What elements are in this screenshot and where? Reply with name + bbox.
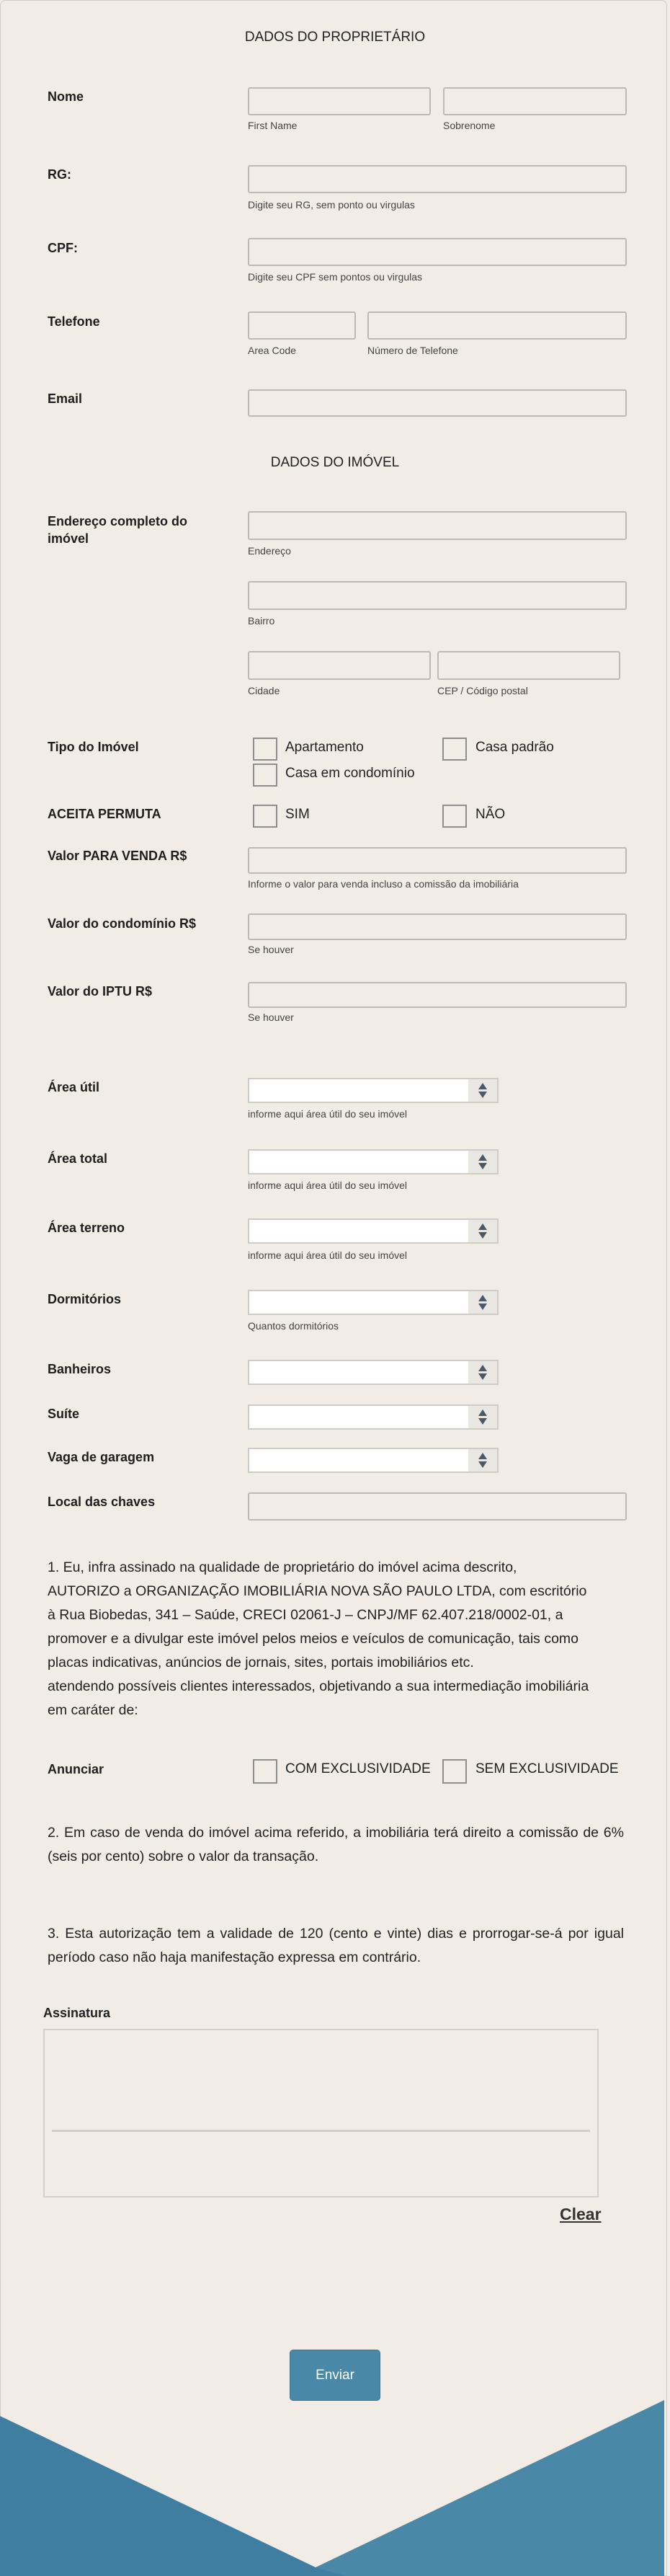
city-sublabel: Cidade [248, 685, 280, 696]
terms-paragraph-1 [48, 1556, 624, 1722]
terms-paragraph-3: 3. Esta autorização tem a validade de 120 (cento e vinte) dias e prorrogar-se-á por igual período caso não haja manifestação expressa em contrário. [48, 1926, 624, 1965]
arrow-up-icon[interactable] [478, 1295, 487, 1301]
phone-number-input[interactable] [367, 311, 627, 340]
terms-line: placas indicativas, anúncios de jornais, sites, portais imobiliários etc. [48, 1655, 474, 1670]
suite-label: Suíte [48, 1407, 80, 1421]
condo-value-label: Valor do condomínio R$ [48, 916, 197, 931]
phone-label: Telefone [48, 314, 100, 329]
arrow-up-icon[interactable] [478, 1154, 487, 1161]
option-apartamento: Apartamento [285, 740, 364, 755]
address-label: Endereço completo do imóvel [48, 514, 188, 546]
terms-line: atendendo possíveis clientes interessados, objetivando a sua intermediação imobiliária [48, 1678, 589, 1694]
email-input[interactable] [248, 389, 627, 417]
rg-input[interactable] [248, 165, 627, 193]
district-sublabel: Bairro [248, 615, 275, 627]
arrow-down-icon[interactable] [478, 1163, 487, 1169]
checkbox-apartamento[interactable] [253, 738, 277, 761]
email-label: Email [48, 391, 83, 406]
iptu-value-input[interactable] [248, 982, 627, 1008]
arrow-up-icon[interactable] [478, 1453, 487, 1459]
total-area-input[interactable] [248, 1149, 499, 1174]
advertise-label: Anunciar [48, 1762, 104, 1776]
cpf-hint: Digite seu CPF sem pontos ou virgulas [248, 271, 422, 283]
condo-value-input[interactable] [248, 913, 627, 940]
left-chevron-shape [0, 2416, 316, 2576]
bedrooms-input[interactable] [248, 1290, 499, 1315]
option-casa-condominio: Casa em condomínio [285, 766, 415, 781]
suite-input[interactable] [248, 1404, 499, 1430]
area-code-input[interactable] [248, 311, 356, 340]
option-sem-exclusividade: SEM EXCLUSIVIDADE [475, 1761, 619, 1776]
area-code-sublabel: Area Code [248, 345, 296, 356]
spinner-buttons[interactable] [468, 1406, 497, 1428]
checkbox-sem-exclusividade[interactable] [442, 1759, 467, 1784]
spinner-buttons[interactable] [468, 1079, 497, 1102]
bathrooms-label: Banheiros [48, 1362, 112, 1376]
arrow-down-icon[interactable] [478, 1304, 487, 1310]
land-area-input[interactable] [248, 1218, 499, 1244]
terms-paragraph-2: 2. Em caso de venda do imóvel acima referido, a imobiliária terá direito a comissão de 6% (seis por cento) sobre o valor da transação. [48, 1825, 624, 1864]
first-name-input[interactable] [248, 87, 431, 115]
property-type-label: Tipo do Imóvel [48, 740, 139, 754]
option-sim: SIM [285, 807, 310, 822]
terms-line: promover e a divulgar este imóvel pelos meios e veículos de comunicação, tais como [48, 1631, 579, 1647]
section-title-property: DADOS DO IMÓVEL [270, 455, 400, 470]
district-input[interactable] [248, 581, 627, 610]
arrow-down-icon[interactable] [478, 1373, 487, 1380]
option-nao: NÃO [475, 807, 506, 822]
clear-signature-link[interactable]: Clear [560, 2205, 602, 2223]
city-input[interactable] [248, 651, 431, 680]
checkbox-casa-padrao[interactable] [442, 738, 467, 761]
signature-pad[interactable] [43, 2029, 599, 2197]
signature-baseline [52, 2130, 590, 2132]
last-name-input[interactable] [443, 87, 627, 115]
right-chevron-shape [288, 2400, 664, 2576]
checkbox-casa-condominio[interactable] [253, 763, 277, 787]
signature-label: Assinatura [43, 2006, 111, 2020]
bedrooms-label: Dormitórios [48, 1292, 122, 1306]
phone-number-sublabel: Número de Telefone [367, 345, 458, 356]
arrow-down-icon[interactable] [478, 1092, 487, 1098]
bottom-shape [0, 2567, 346, 2576]
zip-input[interactable] [437, 651, 620, 680]
terms-line: em caráter de: [48, 1702, 138, 1718]
spinner-buttons[interactable] [468, 1151, 497, 1173]
arrow-up-icon[interactable] [478, 1223, 487, 1230]
useful-area-label: Área útil [48, 1080, 100, 1094]
keys-label: Local das chaves [48, 1495, 156, 1509]
last-name-sublabel: Sobrenome [443, 120, 496, 131]
arrow-up-icon[interactable] [478, 1365, 487, 1371]
land-area-hint: informe aqui área útil do seu imóvel [248, 1249, 408, 1261]
keys-input[interactable] [248, 1492, 627, 1521]
checkbox-com-exclusividade[interactable] [253, 1759, 277, 1784]
total-area-label: Área total [48, 1151, 108, 1166]
section-title-owner: DADOS DO PROPRIETÁRIO [244, 30, 426, 45]
spinner-buttons[interactable] [468, 1220, 497, 1242]
option-casa-padrao: Casa padrão [475, 740, 554, 755]
spinner-buttons[interactable] [468, 1361, 497, 1384]
useful-area-input[interactable] [248, 1078, 499, 1103]
sale-value-label: Valor PARA VENDA R$ [48, 849, 187, 863]
sale-value-hint: Informe o valor para venda incluso a comissão da imobiliária [248, 878, 519, 890]
exchange-label: ACEITA PERMUTA [48, 807, 161, 821]
submit-button[interactable]: Enviar [290, 2350, 380, 2401]
option-com-exclusividade: COM EXCLUSIVIDADE [285, 1761, 431, 1776]
checkbox-sim[interactable] [253, 805, 277, 828]
arrow-down-icon[interactable] [478, 1418, 487, 1425]
total-area-hint: informe aqui área útil do seu imóvel [248, 1179, 408, 1191]
zip-sublabel: CEP / Código postal [437, 685, 528, 696]
arrow-up-icon[interactable] [478, 1409, 487, 1416]
cpf-input[interactable] [248, 238, 627, 266]
terms-line: à Rua Biobedas, 341 – Saúde, CRECI 02061-J – CNPJ/MF 62.407.218/0002-01, a [48, 1607, 563, 1623]
bedrooms-hint: Quantos dormitórios [248, 1320, 339, 1332]
condo-value-hint: Se houver [248, 944, 294, 955]
spinner-buttons[interactable] [468, 1449, 497, 1471]
rg-label: RG: [48, 167, 71, 182]
garage-label: Vaga de garagem [48, 1450, 155, 1464]
iptu-value-hint: Se houver [248, 1012, 294, 1023]
name-label: Nome [48, 89, 84, 104]
rg-hint: Digite seu RG, sem ponto ou virgulas [248, 199, 415, 211]
arrow-down-icon[interactable] [478, 1232, 487, 1239]
cpf-label: CPF: [48, 241, 78, 255]
garage-input[interactable] [248, 1448, 499, 1473]
useful-area-hint: informe aqui área útil do seu imóvel [248, 1108, 408, 1120]
checkbox-nao[interactable] [442, 805, 467, 828]
street-input[interactable] [248, 511, 627, 540]
arrow-down-icon[interactable] [478, 1461, 487, 1468]
spinner-buttons[interactable] [468, 1291, 497, 1314]
terms-line: AUTORIZO a ORGANIZAÇÃO IMOBILIÁRIA NOVA SÃO PAULO LTDA, com escritório [48, 1583, 587, 1599]
street-sublabel: Endereço [248, 545, 291, 557]
land-area-label: Área terreno [48, 1221, 125, 1235]
bathrooms-input[interactable] [248, 1360, 499, 1385]
terms-line: 1. Eu, infra assinado na qualidade de proprietário do imóvel acima descrito, [48, 1559, 517, 1575]
arrow-up-icon[interactable] [478, 1083, 487, 1089]
iptu-value-label: Valor do IPTU R$ [48, 984, 153, 999]
sale-value-input[interactable] [248, 847, 627, 874]
decorative-background [0, 2372, 670, 2576]
first-name-sublabel: First Name [248, 120, 298, 131]
